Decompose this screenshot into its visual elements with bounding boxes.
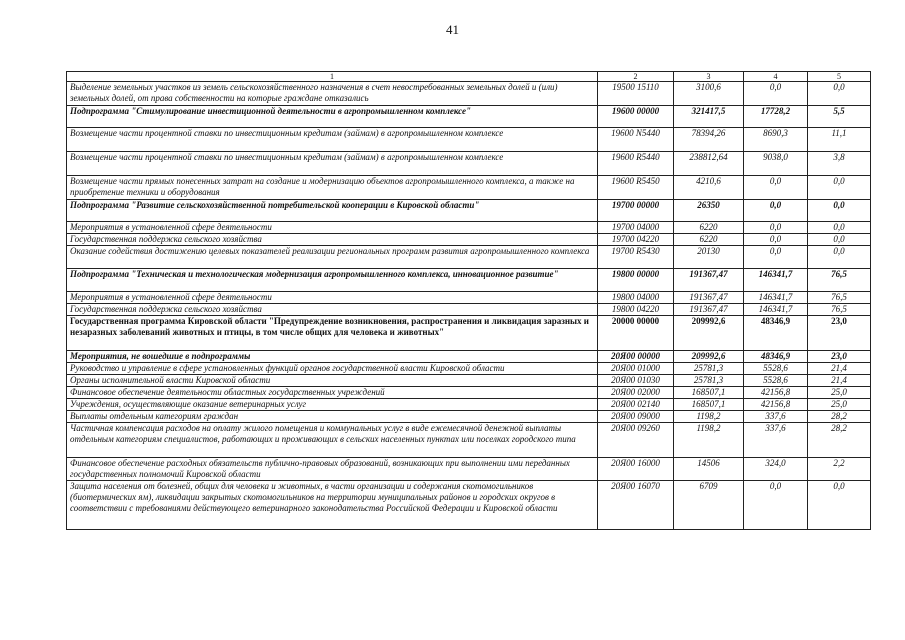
row-value-actual: 48346,9 — [744, 351, 808, 363]
row-value-percent: 0,0 — [808, 234, 871, 246]
row-name: Государственная поддержка сельского хозяйства — [67, 234, 598, 246]
row-name: Подпрограмма "Развитие сельскохозяйственной потребительской кооперации в Кировской области" — [67, 200, 598, 222]
row-code: 19600 R5450 — [598, 176, 674, 200]
row-name: Оказание содействия достижению целевых показателей реализации региональных программ развития агропромышленного комплекса — [67, 246, 598, 269]
row-code: 20Я00 16070 — [598, 481, 674, 530]
table-row — [67, 411, 871, 423]
row-value-percent: 0,0 — [808, 222, 871, 234]
row-value-plan: 14506 — [674, 458, 744, 481]
row-code: 20Я00 09260 — [598, 423, 674, 458]
table-row — [67, 304, 871, 316]
row-value-actual: 0,0 — [744, 176, 808, 200]
row-value-percent: 3,8 — [808, 152, 871, 176]
table-header — [67, 72, 871, 82]
row-value-percent: 76,5 — [808, 269, 871, 292]
header-col-3: 3 — [674, 72, 744, 82]
row-value-actual: 8690,3 — [744, 128, 808, 152]
row-code: 19800 04220 — [598, 304, 674, 316]
row-value-percent: 21,4 — [808, 363, 871, 375]
row-value-plan: 3100,6 — [674, 82, 744, 106]
row-name: Подпрограмма "Стимулирование инвестиционной деятельности в агропромышленном комплексе" — [67, 106, 598, 128]
row-name: Органы исполнительной власти Кировской области — [67, 375, 598, 387]
row-value-actual: 0,0 — [744, 246, 808, 269]
row-value-percent: 76,5 — [808, 292, 871, 304]
row-code: 20Я00 00000 — [598, 351, 674, 363]
row-name: Подпрограмма "Техническая и технологическая модернизация агропромышленного комплекса, инновационное развитие" — [67, 269, 598, 292]
header-col-5: 5 — [808, 72, 871, 82]
row-name: Возмещение части прямых понесенных затрат на создание и модернизацию объектов агропромышленного комплекса, а также на приобретение техники и оборудования — [67, 176, 598, 200]
row-value-percent: 0,0 — [808, 481, 871, 530]
row-value-actual: 337,6 — [744, 423, 808, 458]
table-row — [67, 269, 871, 292]
row-value-percent: 21,4 — [808, 375, 871, 387]
row-name: Учреждения, осуществляющие оказание ветеринарных услуг — [67, 399, 598, 411]
row-name: Государственная программа Кировской области "Предупреждение возникновения, распространения и ликвидация заразных и незаразных заболеваний животных и птицы, в том числе общих для человека и животных" — [67, 316, 598, 351]
row-name: Выделение земельных участков из земель сельскохозяйственного назначения в счет невостребованных земельных долей и (или) земельных долей, от права собственности на которые граждане отказались — [67, 82, 598, 106]
row-value-actual: 146341,7 — [744, 292, 808, 304]
row-value-plan: 25781,3 — [674, 375, 744, 387]
row-code: 19600 00000 — [598, 106, 674, 128]
table-row — [67, 458, 871, 481]
budget-table — [66, 71, 871, 530]
row-value-actual: 0,0 — [744, 82, 808, 106]
row-value-plan: 191367,47 — [674, 304, 744, 316]
row-code: 19700 04000 — [598, 222, 674, 234]
row-name: Мероприятия, не вошедшие в подпрограммы — [67, 351, 598, 363]
row-value-percent: 2,2 — [808, 458, 871, 481]
row-code: 20Я00 02140 — [598, 399, 674, 411]
table-row — [67, 375, 871, 387]
row-value-actual: 0,0 — [744, 200, 808, 222]
row-name: Мероприятия в установленной сфере деятельности — [67, 292, 598, 304]
row-value-plan: 4210,6 — [674, 176, 744, 200]
row-value-actual: 0,0 — [744, 481, 808, 530]
row-value-plan: 6709 — [674, 481, 744, 530]
row-value-plan: 25781,3 — [674, 363, 744, 375]
table-row — [67, 200, 871, 222]
row-value-percent: 0,0 — [808, 82, 871, 106]
table-row — [67, 246, 871, 269]
row-code: 19600 R5440 — [598, 152, 674, 176]
row-value-plan: 209992,6 — [674, 351, 744, 363]
row-value-actual: 42156,8 — [744, 399, 808, 411]
row-name: Защита населения от болезней, общих для человека и животных, в части организации и содержания скотомогильников (биотермических ям), ликвидации закрытых скотомогильников на территории муниципальных районов и городских округов в соответствии с требованиями действующего ветеринарного законодательства Российской Федерации и Кировской области — [67, 481, 598, 530]
row-value-actual: 324,0 — [744, 458, 808, 481]
row-name: Финансовое обеспечение деятельности областных государственных учреждений — [67, 387, 598, 399]
header-col-4: 4 — [744, 72, 808, 82]
header-col-2: 2 — [598, 72, 674, 82]
row-value-plan: 20130 — [674, 246, 744, 269]
page-number: 41 — [446, 22, 459, 37]
row-value-percent: 23,0 — [808, 316, 871, 351]
row-value-actual: 146341,7 — [744, 269, 808, 292]
row-value-plan: 191367,47 — [674, 292, 744, 304]
row-name: Частичная компенсация расходов на оплату жилого помещения и коммунальных услуг в виде ежемесячной денежной выплаты отдельным категориям специалистов, работающих и проживающих в сельских населенных пунктах или поселках городского типа — [67, 423, 598, 458]
row-code: 19700 00000 — [598, 200, 674, 222]
row-name: Возмещение части процентной ставки по инвестиционным кредитам (займам) в агропромышленном комплексе — [67, 152, 598, 176]
row-value-actual: 0,0 — [744, 222, 808, 234]
row-value-actual: 42156,8 — [744, 387, 808, 399]
row-value-plan: 321417,5 — [674, 106, 744, 128]
table-body — [67, 82, 871, 530]
row-code: 19500 15110 — [598, 82, 674, 106]
row-code: 20000 00000 — [598, 316, 674, 351]
row-value-plan: 238812,64 — [674, 152, 744, 176]
table-row — [67, 128, 871, 152]
table-row — [67, 316, 871, 351]
row-value-percent: 23,0 — [808, 351, 871, 363]
row-value-percent: 28,2 — [808, 411, 871, 423]
row-value-percent: 76,5 — [808, 304, 871, 316]
table-row — [67, 351, 871, 363]
row-name: Государственная поддержка сельского хозяйства — [67, 304, 598, 316]
row-value-percent: 25,0 — [808, 399, 871, 411]
row-value-plan: 1198,2 — [674, 411, 744, 423]
row-code: 20Я00 01030 — [598, 375, 674, 387]
table-row — [67, 292, 871, 304]
row-name: Возмещение части процентной ставки по инвестиционным кредитам (займам) в агропромышленном комплексе — [67, 128, 598, 152]
row-value-percent: 5,5 — [808, 106, 871, 128]
row-name: Руководство и управление в сфере установленных функций органов государственной власти Кировской области — [67, 363, 598, 375]
row-value-actual: 48346,9 — [744, 316, 808, 351]
row-value-actual: 5528,6 — [744, 363, 808, 375]
row-value-plan: 209992,6 — [674, 316, 744, 351]
row-value-actual: 5528,6 — [744, 375, 808, 387]
row-value-percent: 0,0 — [808, 200, 871, 222]
row-value-plan: 1198,2 — [674, 423, 744, 458]
row-value-plan: 78394,26 — [674, 128, 744, 152]
row-value-plan: 6220 — [674, 222, 744, 234]
row-value-plan: 191367,47 — [674, 269, 744, 292]
table-row — [67, 423, 871, 458]
row-value-plan: 26350 — [674, 200, 744, 222]
table-row — [67, 481, 871, 530]
row-value-percent: 0,0 — [808, 246, 871, 269]
table-row — [67, 387, 871, 399]
row-value-plan: 168507,1 — [674, 399, 744, 411]
row-value-plan: 168507,1 — [674, 387, 744, 399]
row-value-percent: 25,0 — [808, 387, 871, 399]
table-row — [67, 363, 871, 375]
table-row — [67, 176, 871, 200]
row-code: 19800 04000 — [598, 292, 674, 304]
row-code: 19700 R5430 — [598, 246, 674, 269]
table-row — [67, 82, 871, 106]
row-code: 19800 00000 — [598, 269, 674, 292]
header-col-1: 1 — [67, 72, 598, 82]
row-code: 20Я00 01000 — [598, 363, 674, 375]
table-row — [67, 399, 871, 411]
row-value-actual: 17728,2 — [744, 106, 808, 128]
row-code: 20Я00 16000 — [598, 458, 674, 481]
row-value-actual: 146341,7 — [744, 304, 808, 316]
row-value-actual: 9038,0 — [744, 152, 808, 176]
table-row — [67, 152, 871, 176]
row-name: Выплаты отдельным категориям граждан — [67, 411, 598, 423]
row-value-actual: 0,0 — [744, 234, 808, 246]
row-value-percent: 28,2 — [808, 423, 871, 458]
row-code: 20Я00 09000 — [598, 411, 674, 423]
row-value-actual: 337,6 — [744, 411, 808, 423]
row-value-plan: 6220 — [674, 234, 744, 246]
row-name: Финансовое обеспечение расходных обязательств публично-правовых образований, возникающих при выполнении ими переданных государственных полномочий Кировской области — [67, 458, 598, 481]
row-code: 20Я00 02000 — [598, 387, 674, 399]
table-row — [67, 234, 871, 246]
row-value-percent: 0,0 — [808, 176, 871, 200]
header-row — [67, 72, 871, 82]
table-row — [67, 222, 871, 234]
row-name: Мероприятия в установленной сфере деятельности — [67, 222, 598, 234]
table-row — [67, 106, 871, 128]
row-value-percent: 11,1 — [808, 128, 871, 152]
row-code: 19600 N5440 — [598, 128, 674, 152]
row-code: 19700 04220 — [598, 234, 674, 246]
